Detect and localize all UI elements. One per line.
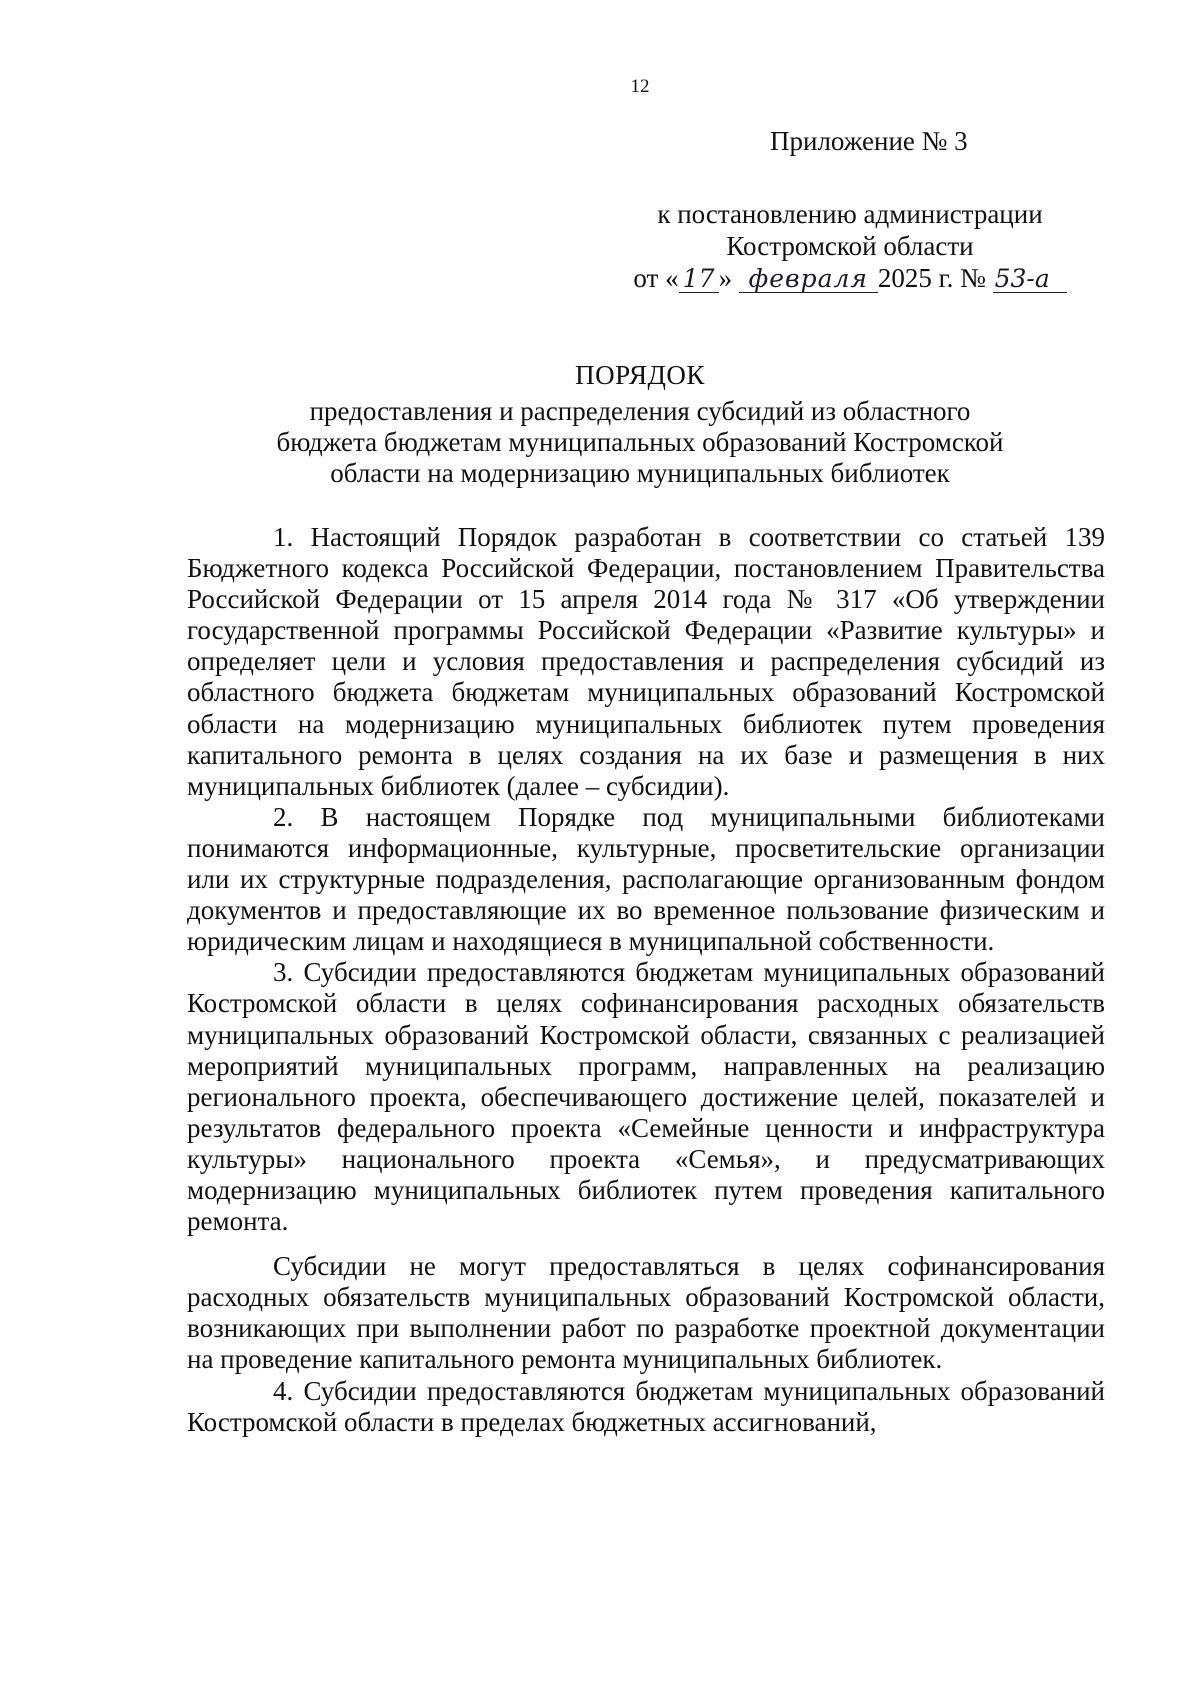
document-title: ПОРЯДОК — [575, 360, 705, 390]
handwritten-day: 17 — [679, 266, 719, 293]
decree-quote-close: » — [718, 263, 733, 293]
decree-line-2: Костромской области — [726, 231, 974, 261]
page-number: 12 — [630, 76, 650, 97]
paragraph-2: 2. В настоящем Порядке под муниципальными библиотеками понимаются информационные, культурные, просветительские организации или их структурные подразделения, располагающие организованным фондом документов и предоставляющие их во временное пользование физическим и юридическим лицам и находящиеся в муниципальной собственности. — [187, 801, 1105, 957]
handwritten-decree-number: 53-а — [993, 266, 1067, 293]
decree-year: 2025 г. № — [877, 263, 986, 293]
paragraph-3-continued: Субсидии не могут предоставляться в целях софинансирования расходных обязательств муниципальных образований Костромской области, возникающих при выполнении работ по разработке проектной документации на проведение капитального ремонта муниципальных библиотек. — [187, 1251, 1105, 1375]
subtitle-line: области на модернизацию муниципальных библиотек — [330, 458, 950, 488]
paragraph-1: 1. Настоящий Порядок разработан в соответствии со статьей 139 Бюджетного кодекса Российской Федерации, постановлением Правительства Российской Федерации от 15 апреля 2014 года № 317 «Об утверждении государственной программы Российской Федерации «Развитие культуры» и определяет цели и условия предоставления и распределения субсидий из областного бюджета бюджетам муниципальных образований Костромской области на модернизацию муниципальных библиотек путем проведения капитального ремонта в целях создания на их базе и размещения в них муниципальных библиотек (далее – субсидии). — [187, 522, 1105, 801]
paragraph-4: 4. Субсидии предоставляются бюджетам муниципальных образований Костромской области в пределах бюджетных ассигнований, — [187, 1375, 1105, 1437]
decree-date-line — [600, 262, 1100, 294]
document-body — [187, 522, 1105, 1438]
decree-line-1: к постановлению администрации — [657, 199, 1043, 229]
document-subtitle — [0, 396, 1200, 489]
decree-from-label: от « — [633, 263, 679, 293]
subtitle-line: предоставления и распределения субсидий из областного — [309, 396, 971, 426]
paragraph-3: 3. Субсидии предоставляются бюджетам муниципальных образований Костромской области в целях софинансирования расходных обязательств муниципальных образований Костромской области, связанных с реализацией мероприятий муниципальных программ, направленных на реализацию регионального проекта, обеспечивающего достижение целей, показателей и результатов федерального проекта «Семейные ценности и инфраструктура культуры» национального проекта «Семья», и предусматривающих модернизацию муниципальных библиотек путем проведения капитального ремонта. — [187, 957, 1105, 1237]
handwritten-month: февраля — [739, 266, 878, 293]
subtitle-line: бюджета бюджетам муниципальных образований Костромской — [276, 427, 1004, 457]
appendix-label: Приложение № 3 — [770, 126, 968, 156]
decree-reference — [600, 198, 1100, 294]
